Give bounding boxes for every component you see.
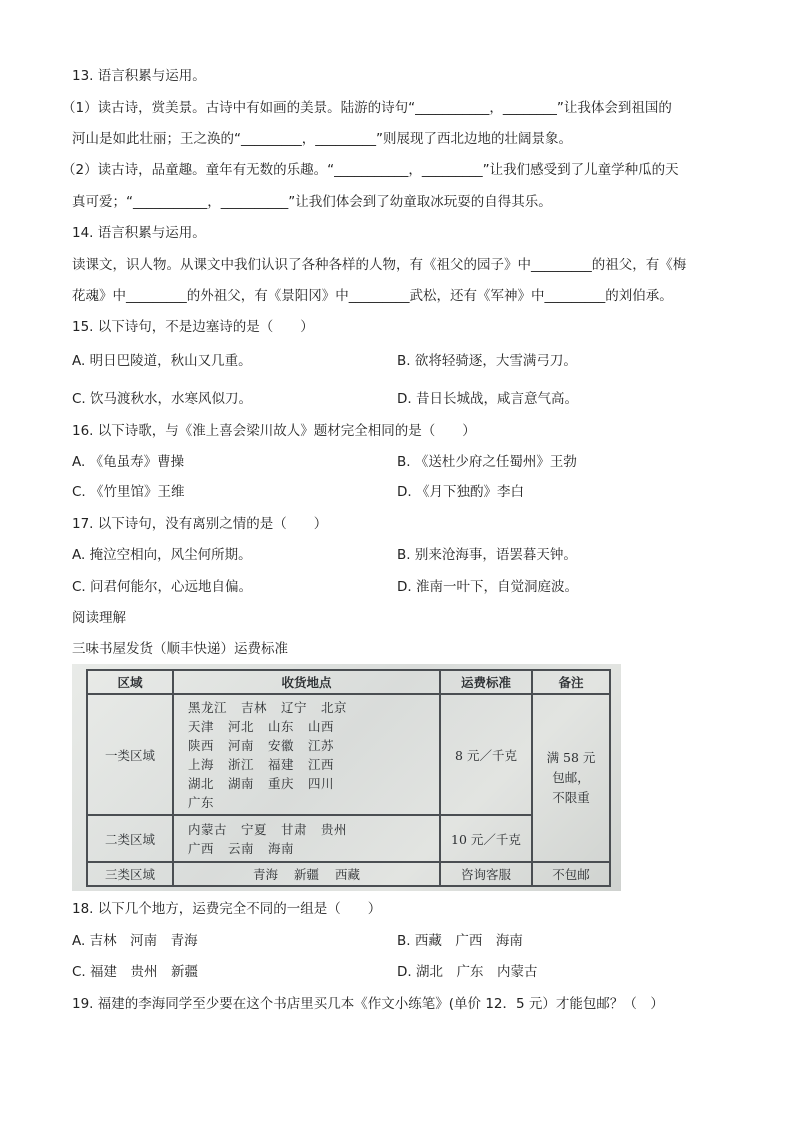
q15-title: 15. 以下诗句，不是边塞诗的是（ ） [72, 319, 314, 335]
q13-part2-line2: 真可爱；“___________，__________”让我们体会到了幼童取冰玩耍的自得其乐。 [72, 194, 552, 210]
shipping-fee-table [86, 669, 611, 887]
section-heading: 阅读理解 [72, 610, 126, 626]
q13-part1-line2: 河山是如此壮丽；王之涣的“_________，_________”则展现了西北边地的壮阔景象。 [72, 131, 572, 147]
zone1-label: 一类区域 [87, 694, 173, 815]
q17-option-d: D. 淮南一叶下，自觉洞庭波。 [397, 579, 578, 595]
header-places: 收货地点 [173, 670, 440, 694]
q14-title: 14. 语言积累与运用。 [72, 225, 206, 241]
shipping-table-photo [72, 664, 621, 891]
zone1-places: 黑龙江 吉林 辽宁 北京 天津 河北 山东 山西 陕西 河南 安徽 江苏 上海 浙江 福建 江西 湖北 湖南 重庆 四川 广东 [173, 694, 440, 815]
zone2-fee: 10 元／千克 [440, 815, 532, 861]
q13-part1-line1: （1）读古诗，赏美景。古诗中有如画的美景。陆游的诗句“___________，________”让我体会到祖国的 [62, 100, 672, 116]
zone3-fee: 咨询客服 [440, 862, 532, 886]
q15-option-c: C. 饮马渡秋水，水寒风似刀。 [72, 391, 253, 407]
q14-line2: 花魂》中_________的外祖父，有《景阳冈》中_________武松，还有《军神》中_________的刘伯承。 [72, 288, 673, 304]
q15-option-a: A. 明日巴陵道，秋山又几重。 [72, 353, 252, 369]
zone3-places: 青海 新疆 西藏 [173, 862, 440, 886]
q17-option-c: C. 问君何能尔，心远地自偏。 [72, 579, 253, 595]
table-row-zone1 [87, 694, 610, 815]
header-zone: 区域 [87, 670, 173, 694]
q14-line1: 读课文，识人物。从课文中我们认识了各种各样的人物，有《祖父的园子》中_________的祖父，有《梅 [72, 257, 687, 273]
q16-option-d: D. 《月下独酌》李白 [397, 484, 524, 500]
q16-option-b: B. 《送杜少府之任蜀州》王勃 [397, 454, 577, 470]
zone2-label: 二类区域 [87, 815, 173, 861]
q17-title: 17. 以下诗句，没有离别之情的是（ ） [72, 516, 328, 532]
q16-option-a: A. 《龟虽寿》曹操 [72, 454, 185, 470]
q18-title: 18. 以下几个地方，运费完全不同的一组是（ ） [72, 901, 382, 917]
table-header-row [87, 670, 610, 694]
zone3-note: 不包邮 [532, 862, 610, 886]
q13-title: 13. 语言积累与运用。 [72, 68, 206, 84]
zone2-places: 内蒙古 宁夏 甘肃 贵州 广西 云南 海南 [173, 815, 440, 861]
header-fee: 运费标准 [440, 670, 532, 694]
table-row-zone2 [87, 815, 610, 861]
zone1-fee: 8 元／千克 [440, 694, 532, 815]
q18-option-b: B. 西藏 广西 海南 [397, 933, 523, 949]
q16-title: 16. 以下诗歌，与《淮上喜会梁川故人》题材完全相同的是（ ） [72, 423, 476, 439]
table-row-zone3 [87, 862, 610, 886]
table-caption: 三味书屋发货（顺丰快递）运费标准 [72, 641, 288, 657]
header-note: 备注 [532, 670, 610, 694]
q18-option-d: D. 湖北 广东 内蒙古 [397, 964, 538, 980]
zone1-2-note: 满 58 元 包邮， 不限重 [532, 694, 610, 862]
q15-option-b: B. 欲将轻骑逐，大雪满弓刀。 [397, 353, 577, 369]
q17-option-b: B. 别来沧海事，语罢暮天钟。 [397, 547, 577, 563]
q15-option-d: D. 昔日长城战，咸言意气高。 [397, 391, 578, 407]
q17-option-a: A. 掩泣空相向，风尘何所期。 [72, 547, 252, 563]
q19-title: 19. 福建的李海同学至少要在这个书店里买几本《作文小练笔》(单价 12．5 元）才能包邮？（ ） [72, 996, 664, 1012]
q13-part2-line1: （2）读古诗，品童趣。童年有无数的乐趣。“___________，_________”让我们感受到了儿童学种瓜的天 [62, 162, 679, 178]
q18-option-a: A. 吉林 河南 青海 [72, 933, 198, 949]
q18-option-c: C. 福建 贵州 新疆 [72, 964, 199, 980]
zone3-label: 三类区域 [87, 862, 173, 886]
q16-option-c: C. 《竹里馆》王维 [72, 484, 185, 500]
